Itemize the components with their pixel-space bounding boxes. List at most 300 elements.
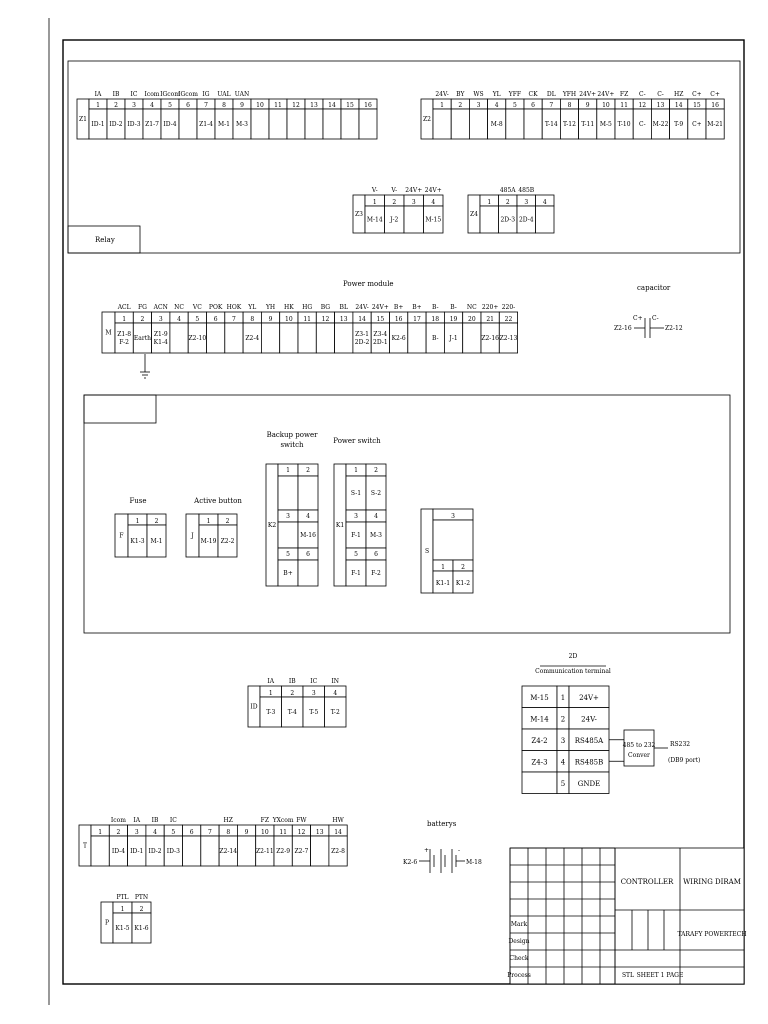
terminal-number: 4: [153, 829, 157, 836]
terminal-id: Z1: [79, 116, 87, 123]
terminal-value-cell: [480, 206, 499, 233]
terminal-number: 1: [206, 518, 211, 525]
terminal-number: 11: [274, 102, 282, 109]
terminal-signal: HZ: [223, 817, 233, 824]
terminal-number: 5: [168, 102, 172, 109]
terminal-number: 9: [240, 102, 244, 109]
terminal-number: 13: [310, 102, 318, 109]
title-label: Process: [507, 972, 531, 979]
terminal-wire: M-1: [150, 538, 163, 545]
terminal-signal: UAL: [217, 91, 231, 98]
terminal-value-cell: [298, 476, 318, 510]
terminal-wire: J-2: [390, 216, 399, 224]
terminal-value-cell: [311, 836, 329, 866]
terminal-number: 8: [250, 316, 255, 323]
terminal-wire: C-: [638, 121, 646, 128]
terminal-signal: IC: [310, 678, 318, 685]
terminal-number: 22: [504, 316, 513, 323]
terminal-signal: PTL: [116, 894, 129, 901]
terminal-value-cell: [207, 323, 225, 353]
terminal-wire: T-2: [330, 709, 340, 716]
terminal-number: 4: [150, 102, 154, 109]
terminal-number: 15: [376, 316, 385, 323]
terminal-signal: Icom: [110, 817, 126, 824]
comm-value: M-14: [530, 715, 549, 724]
title-wiring: WIRING DIRAM: [683, 878, 741, 886]
terminal-value-cell: [251, 109, 269, 139]
terminal-value-cell: [91, 836, 109, 866]
terminal-signal: YL: [492, 91, 501, 98]
terminal-number: 3: [286, 513, 290, 520]
terminal-wire: M-15: [425, 216, 442, 224]
terminal-number: 10: [602, 102, 610, 109]
terminal-number: 17: [413, 316, 421, 323]
terminal-number: 15: [693, 102, 701, 109]
relay-section: [68, 61, 740, 253]
terminal-number: 3: [158, 316, 163, 323]
terminal-number: 13: [339, 316, 348, 323]
terminal-signal: BY: [456, 91, 465, 98]
terminal-id: F: [119, 532, 124, 540]
terminal-wire: M-3: [236, 121, 248, 128]
terminal-signal: V-: [371, 187, 378, 194]
terminal-id: K1: [335, 522, 345, 529]
terminal-wire: C+: [692, 121, 702, 128]
terminal-wire: Z2-10: [188, 335, 207, 342]
terminal-number: 3: [354, 513, 358, 520]
terminal-value-cell: [341, 109, 359, 139]
terminal-number: 12: [297, 829, 306, 836]
terminal-number: 7: [204, 102, 208, 109]
terminal-number: 6: [213, 316, 218, 323]
terminal-wire: Z2-2: [220, 538, 235, 545]
terminal-number: 11: [303, 316, 311, 323]
terminal-wire: 2D-4: [518, 216, 534, 224]
terminal-number: 5: [354, 551, 358, 558]
terminal-number: 14: [358, 316, 366, 323]
terminal-number: 9: [244, 829, 249, 836]
terminal-value-cell: [183, 836, 201, 866]
terminal-number: 10: [256, 102, 264, 109]
terminal-value-cell: [298, 560, 318, 586]
terminal-number: 9: [268, 316, 273, 323]
terminal-signal: B-: [450, 304, 457, 311]
fuse-block: [115, 497, 166, 557]
terminal-number: 2: [392, 199, 397, 206]
terminal-number: 3: [311, 690, 316, 697]
comm-cell: [522, 772, 557, 794]
terminal-signal: 24V-: [355, 304, 369, 311]
terminal-signal: C+: [710, 91, 720, 98]
comm-title: 2D: [568, 653, 578, 660]
terminal-id: K2: [267, 522, 277, 529]
terminal-signal: 24V+: [597, 91, 615, 98]
terminal-number: 21: [486, 316, 494, 323]
terminal-signal: YXcom: [272, 817, 294, 824]
terminal-signal: POK: [208, 304, 223, 311]
terminal-number: 16: [364, 102, 372, 109]
terminal-number: 16: [711, 102, 719, 109]
batterys-left: K2-6: [403, 859, 418, 866]
terminal-number: 12: [321, 316, 330, 323]
component-title: switch: [280, 441, 304, 449]
terminal-signal: IB: [288, 678, 296, 685]
terminal-wire: T-9: [674, 121, 684, 128]
terminal-number: 2: [374, 467, 378, 474]
terminal-wire: ID-2: [148, 848, 162, 855]
converter-label: Conver: [628, 752, 650, 759]
terminal-number: 1: [120, 906, 125, 913]
component-title: Active button: [194, 497, 242, 505]
terminal-signal: IN: [331, 678, 340, 685]
terminal-number: 1: [98, 829, 103, 836]
terminal-wire: 2D-1: [373, 339, 388, 346]
title-label: Check: [509, 955, 529, 962]
terminal-number: 1: [286, 467, 290, 474]
terminal-number: 4: [333, 690, 338, 697]
terminal-signal: 220-: [501, 304, 516, 311]
terminal-number: 2: [461, 564, 465, 571]
earth-symbol: [140, 354, 150, 378]
terminal-wire: Z1-8: [117, 331, 132, 338]
terminal-wire: Z2-14: [219, 848, 238, 855]
terminal-number: 2: [116, 829, 121, 836]
terminal-number: 3: [134, 829, 139, 836]
comm-value: RS485B: [574, 758, 604, 767]
terminal-signal: 24V+: [371, 304, 389, 311]
terminal-id: T: [82, 842, 88, 850]
terminal-wire: J-1: [449, 335, 458, 342]
terminal-wire: K1-4: [153, 339, 168, 346]
terminal-wire: M-8: [490, 121, 503, 128]
terminal-wire: Z2-9: [276, 848, 291, 855]
terminal-value-cell: [371, 323, 389, 353]
comm-value: 24V+: [579, 693, 599, 702]
terminal-wire: F-1: [351, 570, 361, 577]
terminal-signal: C+: [692, 91, 702, 98]
rs232-label: RS232: [670, 741, 691, 748]
terminal-p: [101, 894, 151, 943]
terminal-wire: M-22: [652, 121, 669, 128]
terminal-signal: HG: [302, 304, 313, 311]
terminal-wire: ID-4: [163, 121, 177, 128]
terminal-wire: ID-2: [109, 121, 123, 128]
terminal-number: 2: [458, 102, 463, 109]
terminal-value-cell: [323, 109, 341, 139]
terminal-signal: IA: [94, 91, 102, 98]
converter-label: 485 to 232: [622, 742, 656, 749]
terminal-id: ID: [250, 703, 258, 711]
terminal-number: 2: [140, 316, 145, 323]
terminal-value-cell: [225, 323, 243, 353]
terminal-signal: DL: [546, 91, 556, 98]
terminal-id: Z2: [423, 116, 431, 123]
terminal-number: 2: [505, 199, 510, 206]
terminal-number: 16: [394, 316, 403, 323]
terminal-value-cell: [536, 206, 555, 233]
terminal-id: J: [191, 532, 194, 540]
component-title: Fuse: [129, 497, 147, 505]
terminal-value-cell: [506, 109, 524, 139]
terminal-value-cell: [316, 323, 334, 353]
terminal-signal: IC: [169, 817, 177, 824]
terminal-number: 10: [261, 829, 269, 836]
terminal-signal: C-: [638, 91, 646, 98]
terminal-signal: HK: [283, 304, 294, 311]
terminal-signal: 24V+: [579, 91, 597, 98]
terminal-wire: Z1-4: [199, 121, 213, 128]
terminal-wire: K1-2: [455, 580, 471, 587]
terminal-signal: BG: [320, 304, 331, 311]
terminal-number: 9: [585, 102, 590, 109]
terminal-wire: Earth: [133, 335, 152, 342]
terminal-number: 3: [524, 199, 529, 206]
terminal-number: 12: [638, 102, 647, 109]
terminal-signal: IGcom: [160, 91, 180, 98]
comm-value: GNDE: [577, 779, 601, 788]
terminal-signal: B+: [412, 304, 422, 311]
terminal-number: 12: [292, 102, 300, 109]
terminal-number: 2: [225, 518, 230, 525]
capacitor: [614, 284, 683, 338]
components-section: [84, 395, 730, 633]
terminal-wire: 2D-2: [354, 339, 370, 346]
terminal-signal: FG: [137, 304, 147, 311]
terminal-signal: 24V+: [424, 187, 442, 194]
terminal-number: 6: [374, 551, 378, 558]
terminal-signal: IB: [151, 817, 159, 824]
terminal-wire: T-14: [544, 121, 558, 128]
terminal-wire: Z2-8: [331, 848, 345, 855]
terminal-number: 4: [177, 316, 181, 323]
terminal-number: 4: [431, 199, 436, 206]
power-module-section: [102, 280, 518, 378]
terminal-number: 6: [531, 102, 536, 109]
terminal-number: 11: [620, 102, 628, 109]
power-switch-block: [333, 437, 386, 586]
terminal-signal: 485B: [518, 187, 535, 194]
terminal-value-cell: [201, 836, 219, 866]
active-button-block: [186, 497, 242, 557]
terminal-value-cell: [237, 836, 255, 866]
batterys-right: M-18: [466, 859, 482, 866]
comm-value: Z4-3: [531, 758, 548, 767]
component-title: Backup power: [266, 431, 318, 439]
title-block: [507, 848, 746, 984]
terminal-value-cell: [404, 206, 424, 233]
terminal-value-cell: [269, 109, 287, 139]
terminal-wire: Z2-16: [481, 335, 499, 342]
title-controller: CONTROLLER: [620, 878, 674, 886]
terminal-id: M: [105, 329, 112, 337]
capacitor-title: capacitor: [637, 284, 671, 292]
comm-value: 24V-: [581, 715, 597, 724]
terminal-id: Z3: [355, 211, 363, 218]
terminal-id: S: [424, 548, 430, 555]
terminal-value-cell: [278, 522, 298, 548]
terminal-signal: B+: [393, 304, 404, 311]
terminal-signal: VC: [192, 304, 202, 311]
terminal-signal: YH: [265, 304, 276, 311]
terminal-wire: K2-6: [391, 335, 406, 342]
terminal-value-cell: [278, 476, 298, 510]
terminal-number: 7: [208, 829, 212, 836]
terminal-number: 3: [132, 102, 136, 109]
terminal-value-cell: [152, 323, 170, 353]
terminal-wire: T-10: [617, 121, 631, 128]
terminal-signal: B-: [431, 304, 439, 311]
terminal-value-cell: [261, 323, 279, 353]
terminal-wire: Z2-11: [256, 848, 274, 855]
terminal-value-cell: [115, 323, 133, 353]
title-scale: STL: [621, 972, 635, 979]
terminal-number: 4: [542, 199, 547, 206]
terminal-number: 1: [372, 199, 377, 206]
terminal-value-cell: [463, 323, 481, 353]
terminal-wire: Z1-9: [153, 331, 168, 338]
terminal-signal: ACN: [153, 304, 168, 311]
terminal-signal: WS: [473, 91, 484, 98]
terminal-number: 2: [290, 690, 295, 697]
terminal-number: 14: [674, 102, 683, 109]
comm-value: 5: [560, 779, 566, 788]
terminal-signal: FW: [296, 817, 307, 824]
terminal-number: 10: [285, 316, 293, 323]
terminal-wire: T-12: [563, 121, 576, 128]
terminal-signal: 24V+: [405, 187, 423, 194]
communication-terminal: [522, 653, 700, 794]
terminal-signal: FZ: [260, 817, 270, 824]
terminal-number: 20: [468, 316, 476, 323]
terminal-wire: Z2-13: [499, 335, 518, 342]
terminal-signal: FZ: [619, 91, 629, 98]
relay-title: Relay: [95, 236, 115, 244]
terminal-number: 3: [451, 513, 455, 520]
terminal-number: 5: [195, 316, 200, 323]
terminal-wire: M-3: [370, 532, 382, 539]
terminal-z3: [353, 187, 443, 233]
terminal-number: 8: [567, 102, 572, 109]
terminal-number: 6: [186, 102, 190, 109]
terminal-signal: IA: [267, 678, 275, 685]
terminal-wire: Z3-1: [355, 331, 369, 338]
terminal-m: [102, 304, 518, 353]
terminal-number: 5: [171, 829, 176, 836]
terminal-z4: [468, 187, 554, 233]
terminal-signal: IG: [202, 91, 210, 98]
terminal-number: 1: [487, 199, 492, 206]
terminal-signal: YFF: [508, 91, 522, 98]
terminal-number: 1: [440, 102, 445, 109]
terminal-wire: S-1: [350, 490, 362, 497]
terminal-number: 11: [279, 829, 287, 836]
terminal-number: 4: [306, 513, 310, 520]
terminal-id: [248, 678, 346, 727]
terminal-wire: K1-5: [115, 925, 130, 932]
terminal-signal: YFH: [562, 91, 577, 98]
batterys-title: batterys: [427, 820, 457, 828]
terminal-wire: ID-1: [130, 848, 144, 855]
terminal-number: 1: [135, 518, 140, 525]
terminal-number: 8: [222, 102, 226, 109]
title-sheet: SHEET 1 PAGE: [636, 972, 684, 979]
terminal-wire: M-1: [218, 121, 230, 128]
terminal-wire: 2D-3: [500, 216, 516, 224]
terminal-number: 4: [494, 102, 499, 109]
capacitor-plus: C+: [633, 315, 643, 322]
rs232-label: (DB9 port): [668, 757, 701, 764]
components-label-box: [84, 395, 156, 423]
terminal-wire: Z3-4: [373, 331, 388, 338]
terminal-t: [79, 817, 347, 866]
components-frame: [84, 395, 730, 633]
terminal-number: 14: [334, 829, 342, 836]
terminal-signal: 220+: [481, 304, 499, 311]
terminal-wire: ID-3: [127, 121, 141, 128]
terminal-wire: ID-4: [111, 848, 126, 855]
comm-value: 1: [560, 693, 566, 702]
s-block: [421, 509, 473, 593]
terminal-value-cell: [359, 109, 377, 139]
terminal-signal: ACL: [117, 304, 131, 311]
terminal-wire: F-2: [371, 570, 381, 577]
terminal-value-cell: [305, 109, 323, 139]
terminal-signal: CK: [528, 91, 538, 98]
terminal-number: 6: [189, 829, 194, 836]
terminal-value-cell: [433, 520, 473, 560]
terminal-value-cell: [287, 109, 305, 139]
terminal-wire: Z2-7: [294, 848, 309, 855]
terminal-number: 1: [354, 467, 358, 474]
title-label: Mark: [510, 921, 528, 928]
terminal-number: 18: [431, 316, 440, 323]
terminal-wire: M-19: [200, 538, 217, 545]
terminal-value-cell: [433, 109, 451, 139]
terminal-wire: K1-1: [435, 580, 451, 587]
terminal-z1: [77, 91, 377, 139]
terminal-id: P: [104, 919, 110, 927]
power-module-title: Power module: [343, 280, 394, 288]
terminal-value-cell: [335, 323, 353, 353]
terminal-value-cell: [179, 109, 197, 139]
terminal-number: 1: [122, 316, 127, 323]
terminal-number: 1: [96, 102, 100, 109]
terminal-wire: T-4: [287, 709, 297, 716]
terminal-signal: UAN: [234, 91, 250, 98]
terminal-signal: PTN: [134, 894, 149, 901]
terminal-number: 5: [286, 551, 290, 558]
terminal-signal: HW: [332, 817, 344, 824]
terminal-number: 14: [328, 102, 336, 109]
title-dwg: TARAFY POWERTECH: [677, 931, 747, 938]
terminal-wire: B+: [283, 570, 293, 577]
component-title: Power switch: [333, 437, 381, 445]
terminal-signal: YL: [248, 304, 257, 311]
terminal-number: 2: [306, 467, 310, 474]
terminal-wire: F-2: [119, 339, 130, 346]
terminal-number: 2: [154, 518, 159, 525]
terminal-number: 5: [512, 102, 517, 109]
terminal-number: 13: [315, 829, 324, 836]
terminal-signal: BL: [339, 304, 348, 311]
terminal-wire: M-21: [707, 121, 724, 128]
terminal-value-cell: [451, 109, 469, 139]
terminal-signal: V-: [391, 187, 398, 194]
terminal-signal: 485A: [499, 187, 516, 194]
terminal-number: 6: [306, 551, 310, 558]
terminal-signal: Icom: [144, 91, 160, 98]
terminal-wire: M-14: [366, 216, 383, 224]
